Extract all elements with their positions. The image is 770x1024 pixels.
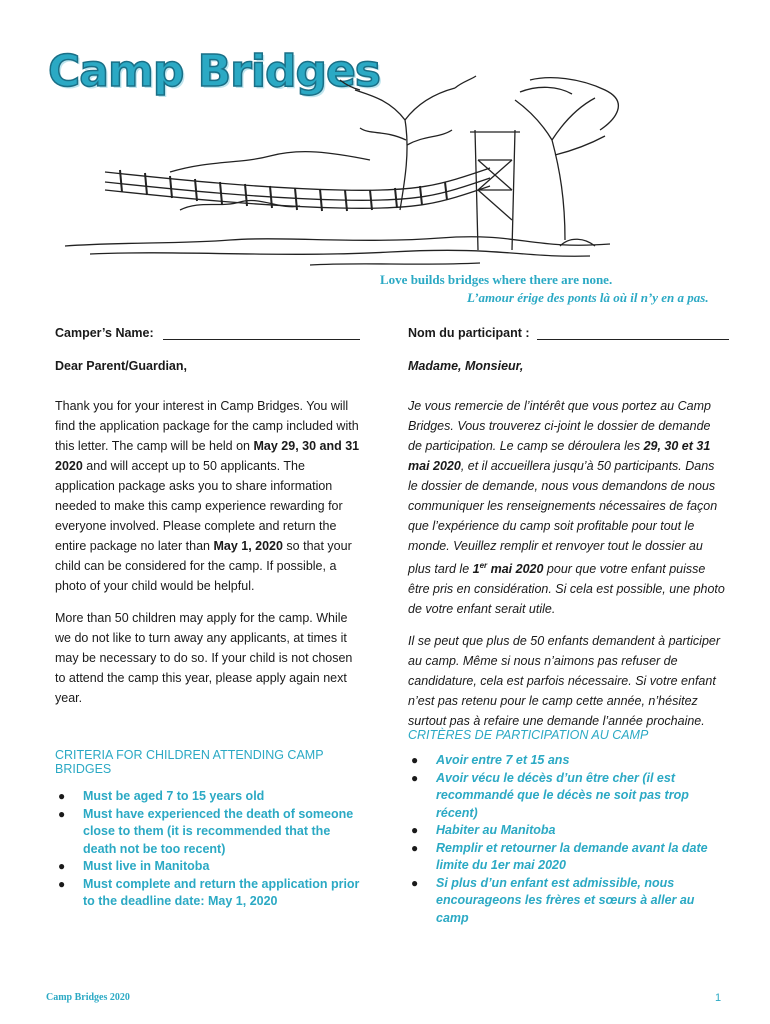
list-item: ● Remplir et retourner la demande avant la date limite du 1er mai 2020 — [411, 840, 708, 872]
bullet-icon: ● — [411, 875, 419, 890]
camp-bridges-logo: Camp Bridges — [48, 46, 380, 97]
footer-text: Camp Bridges 2020 — [46, 992, 130, 1003]
bullet-icon: ● — [58, 789, 66, 803]
english-criteria-section — [55, 748, 360, 911]
list-item: ● Must have experienced the death of someone close to them (it is recommended that the death not be too recent) — [58, 806, 354, 856]
list-item: ● Must complete and return the application prior to the deadline date: May 1, 2020 — [58, 876, 360, 908]
french-salutation: Madame, Monsieur, — [408, 359, 524, 373]
english-criteria-heading: CRITERIA FOR CHILDREN ATTENDING CAMP BRIDGES — [55, 748, 324, 776]
nom-participant-label: Nom du participant : — [408, 326, 530, 340]
french-criteria-list — [408, 752, 726, 927]
bullet-icon: ● — [411, 770, 419, 785]
english-column — [55, 356, 360, 720]
list-item: ● Must be aged 7 to 15 years old — [55, 788, 360, 806]
camper-name-label: Camper’s Name: — [55, 326, 154, 340]
tagline-english: Love builds bridges where there are none. — [380, 272, 613, 287]
list-item: ● Avoir vécu le décès d’un être cher (il est recommandé que le décès ne soit pas trop récent) — [411, 770, 689, 820]
nom-participant-field[interactable] — [408, 326, 729, 340]
bullet-icon: ● — [411, 840, 419, 855]
french-paragraph-1: Je vous remercie de l’intérêt que vous portez au Camp Bridges. Vous trouverez ci-joint le dossier de demande de participation. Le camp se déroulera les 29, 30 et 31 mai 2020, et il accueillera jusqu’à 50 participants. Dans le dossier de demande, nous vous demandons de nous communiquer les renseignements nécessaires de façon que l’expérience du camp soit profitable pour tout le monde. Veuillez remplir et renvoyer tout le dossier au plus tard le 1er mai 2020 pour que votre enfant puisse être pris en considération. Si cela est possible, une photo de votre enfant serait utile. — [408, 399, 725, 617]
french-camp-dates: 29, 30 et 31 mai 2020 — [408, 439, 711, 473]
bullet-icon: ● — [58, 859, 66, 873]
french-paragraph-2: Il se peut que plus de 50 enfants demandent à participer au camp. Même si nous n’aimons pas refuser de candidature, cela est parfois nécessaire. Si votre enfant n’est pas retenu pour le camp cette année, n’hésitez surtout pas à refaire une demande l’année prochaine. — [408, 634, 721, 729]
english-criteria-list — [55, 788, 360, 911]
bullet-icon: ● — [411, 753, 419, 767]
french-column — [408, 356, 726, 743]
page-number: 1 — [715, 992, 722, 1004]
english-paragraph-2: More than 50 children may apply for the camp. While we do not like to turn away any applicants, at times it may be necessary to do so. If your child is not chosen to attend the camp this year, please apply again next year. — [55, 611, 353, 705]
camper-name-field[interactable] — [55, 326, 360, 340]
list-item: ● Must live in Manitoba — [55, 858, 360, 876]
list-item: ● Habiter au Manitoba — [408, 822, 726, 840]
english-camp-dates: May 29, 30 and 31 2020 — [55, 439, 360, 473]
nom-participant-input-line[interactable] — [537, 327, 729, 340]
list-item: ● Si plus d’un enfant est admissible, nous encourageons les frères et sœurs à aller au camp — [411, 875, 695, 925]
list-item: ● Avoir entre 7 et 15 ans — [408, 752, 726, 770]
bullet-icon: ● — [411, 823, 419, 837]
bridge-illustration — [60, 60, 620, 270]
english-deadline: May 1, 2020 — [213, 539, 283, 553]
french-criteria-section — [408, 728, 726, 927]
french-criteria-heading: CRITÈRES DE PARTICIPATION AU CAMP — [408, 728, 649, 742]
english-salutation: Dear Parent/Guardian, — [55, 359, 187, 373]
bullet-icon: ● — [58, 876, 66, 891]
camper-name-input-line[interactable] — [163, 327, 360, 340]
bullet-icon: ● — [58, 806, 66, 821]
french-deadline: 1er mai 2020 — [472, 561, 544, 577]
tagline-french: L’amour érige des ponts là où il n’y en a pas. — [467, 290, 709, 305]
english-paragraph-1: Thank you for your interest in Camp Bridges. You will find the application package for the camp included with this letter. The camp will be held on May 29, 30 and 31 2020 and will accept up to 50 applicants. The application package asks you to share information needed to make this camp experience rewarding for everyone involved. Please complete and return the entire package no later than May 1, 2020 so that your child can be considered for the camp. If possible, a photo of your child would be helpful. — [55, 399, 360, 593]
